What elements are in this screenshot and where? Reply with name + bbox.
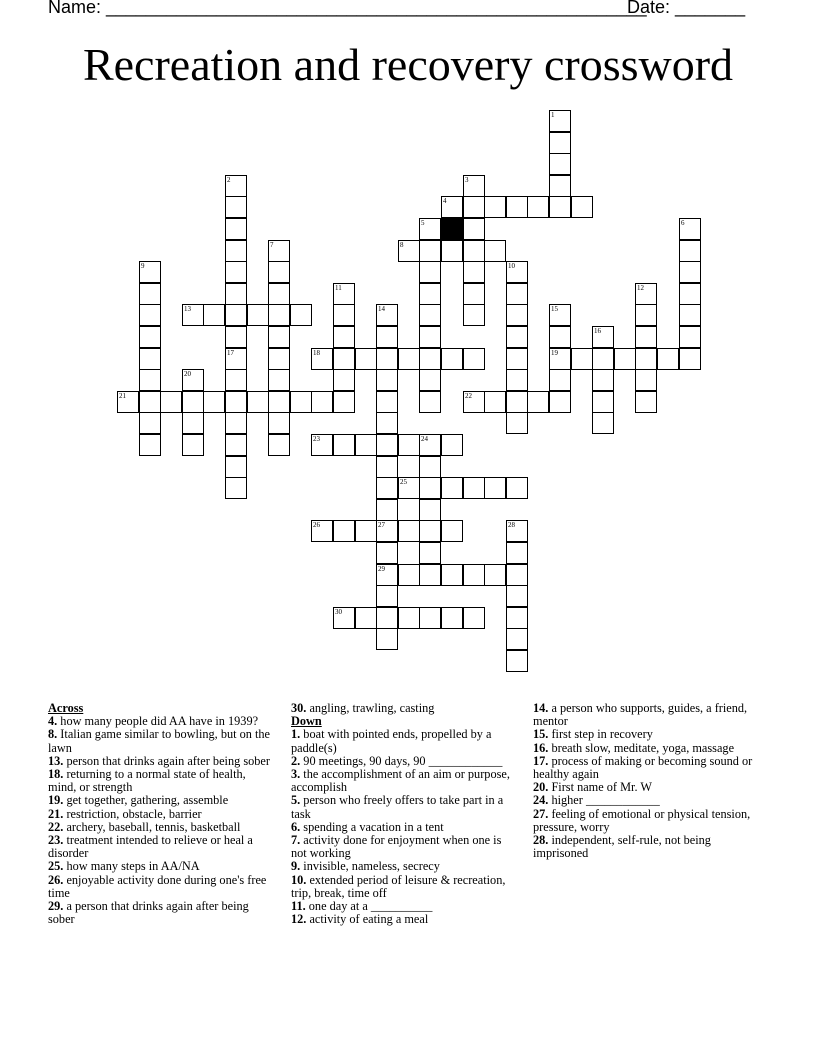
down-clue (533, 755, 761, 781)
grid-cell[interactable] (506, 650, 528, 672)
grid-cell[interactable] (419, 218, 441, 240)
clue-number: 10 (508, 262, 515, 270)
clue-number: 3 (465, 176, 469, 184)
clue-number: 30 (335, 608, 342, 616)
grid-cell[interactable] (268, 304, 290, 326)
grid-cell[interactable] (139, 348, 161, 370)
clue-number: 1 (551, 111, 555, 119)
grid-cell[interactable] (419, 240, 441, 262)
clue-number-label: 18. (48, 767, 64, 782)
grid-cell[interactable] (311, 434, 333, 456)
page-title: Recreation and recovery crossword (82, 39, 734, 90)
down-clue (291, 794, 519, 820)
clue-number-label: 27. (533, 806, 549, 821)
grid-cell[interactable] (549, 196, 571, 218)
grid-cell[interactable] (592, 369, 614, 391)
clue-number-label: 15. (533, 727, 549, 742)
grid-cell[interactable] (376, 628, 398, 650)
grid-cell[interactable] (506, 477, 528, 499)
grid-cell[interactable] (679, 304, 701, 326)
across-clue (291, 702, 519, 715)
grid-cell[interactable] (614, 348, 636, 370)
grid-cell[interactable] (506, 412, 528, 434)
grid-cell[interactable] (679, 218, 701, 240)
clue-number: 26 (313, 521, 320, 529)
grid-cell[interactable] (419, 283, 441, 305)
grid-cell[interactable] (419, 369, 441, 391)
grid-cell[interactable] (182, 369, 204, 391)
clue-text: enjoyable activity done during one's free time (48, 872, 267, 900)
grid-cell[interactable] (635, 283, 657, 305)
grid-cell[interactable] (463, 391, 485, 413)
grid-cell[interactable] (419, 477, 441, 499)
grid-cell[interactable] (463, 607, 485, 629)
grid-cell[interactable] (268, 369, 290, 391)
clue-text: archery, baseball, tennis, basketball (63, 819, 241, 834)
clue-text: process of making or becoming sound or healthy again (533, 753, 753, 782)
grid-cell[interactable] (592, 391, 614, 413)
grid-cell[interactable] (225, 218, 247, 240)
clue-number: 22 (465, 392, 472, 400)
clue-number: 27 (378, 521, 385, 529)
grid-cell[interactable] (311, 520, 333, 542)
grid-cell[interactable] (355, 348, 377, 370)
grid-cell[interactable] (679, 326, 701, 348)
grid-cell[interactable] (376, 326, 398, 348)
clue-number-label: 21. (48, 806, 64, 821)
clue-text: a person that drinks again after being sober (48, 899, 249, 927)
grid-cell[interactable] (139, 391, 161, 413)
clue-number-label: 19. (48, 793, 64, 808)
grid-cell[interactable] (484, 196, 506, 218)
grid-cell[interactable] (225, 434, 247, 456)
grid-cell[interactable] (527, 196, 549, 218)
clue-number-label: 5. (291, 793, 301, 808)
grid-cell[interactable] (463, 348, 485, 370)
clue-number: 18 (313, 349, 320, 357)
grid-cell[interactable] (333, 520, 355, 542)
clue-number: 19 (551, 349, 558, 357)
grid-cell[interactable] (549, 110, 571, 132)
grid-cell[interactable] (247, 391, 269, 413)
grid-cell[interactable] (679, 348, 701, 370)
clue-text: first step in recovery (548, 727, 653, 742)
clue-number-label: 24. (533, 793, 549, 808)
across-clue (48, 768, 276, 794)
clue-text: extended period of leisure & recreation, trip, break, time off (291, 872, 506, 900)
grid-cell[interactable] (117, 391, 139, 413)
grid-cell[interactable] (635, 391, 657, 413)
grid-cell[interactable] (506, 261, 528, 283)
grid-cell[interactable] (419, 456, 441, 478)
grid-cell[interactable] (376, 391, 398, 413)
grid-cell[interactable] (139, 304, 161, 326)
grid-cell[interactable] (139, 434, 161, 456)
clue-number: 5 (421, 219, 425, 227)
clue-text: treatment intended to relieve or heal a disorder (48, 833, 253, 861)
grid-cell[interactable] (506, 369, 528, 391)
clue-number: 2 (227, 176, 231, 184)
grid-cell[interactable] (355, 434, 377, 456)
grid-cell[interactable] (225, 240, 247, 262)
clue-text: activity of eating a meal (306, 912, 429, 927)
grid-cell[interactable] (182, 391, 204, 413)
grid-cell[interactable] (463, 283, 485, 305)
across-clue (48, 900, 276, 926)
clue-number: 20 (184, 370, 191, 378)
clues-column-2 (291, 702, 519, 926)
clue-number-label: 2. (291, 753, 301, 768)
grid-cell[interactable] (441, 607, 463, 629)
clue-number: 29 (378, 565, 385, 573)
clue-number-label: 10. (291, 872, 307, 887)
grid-cell[interactable] (419, 542, 441, 564)
clue-number-label: 12. (291, 912, 307, 927)
clue-number: 21 (119, 392, 126, 400)
grid-cell[interactable] (355, 520, 377, 542)
grid-cell[interactable] (160, 391, 182, 413)
clue-number-label: 9. (291, 859, 301, 874)
grid-cell[interactable] (441, 348, 463, 370)
clue-number-label: 1. (291, 727, 301, 742)
grid-cell[interactable] (311, 348, 333, 370)
clue-number: 24 (421, 435, 428, 443)
down-heading: Down (291, 714, 322, 729)
clue-number: 16 (594, 327, 601, 335)
grid-cell[interactable] (571, 196, 593, 218)
grid-cell[interactable] (376, 434, 398, 456)
grid-cell[interactable] (376, 564, 398, 586)
grid-cell[interactable] (549, 175, 571, 197)
grid-cell[interactable] (376, 520, 398, 542)
grid-cell[interactable] (635, 348, 657, 370)
grid-cell[interactable] (225, 283, 247, 305)
clue-number-label: 7. (291, 833, 301, 848)
grid-cell[interactable] (463, 304, 485, 326)
down-clue (533, 808, 761, 834)
clue-text: get together, gathering, assemble (63, 793, 229, 808)
clue-text: person that drinks again after being sober (63, 753, 270, 768)
grid-cell[interactable] (484, 564, 506, 586)
grid-cell[interactable] (225, 261, 247, 283)
grid-cell[interactable] (398, 520, 420, 542)
grid-cell[interactable] (225, 304, 247, 326)
clue-number: 4 (443, 197, 447, 205)
grid-cell[interactable] (463, 240, 485, 262)
clue-text: higher ____________ (548, 793, 660, 808)
clue-number-label: 26. (48, 872, 64, 887)
grid-cell[interactable] (268, 261, 290, 283)
grid-cell[interactable] (268, 240, 290, 262)
grid-cell[interactable] (506, 304, 528, 326)
grid-cell[interactable] (419, 261, 441, 283)
grid-cell[interactable] (376, 477, 398, 499)
grid-cell[interactable] (333, 283, 355, 305)
down-clue (291, 728, 519, 754)
grid-cell[interactable] (376, 542, 398, 564)
grid-cell[interactable] (376, 499, 398, 521)
grid-cell[interactable] (549, 348, 571, 370)
clue-number: 17 (227, 349, 234, 357)
grid-cell[interactable] (333, 434, 355, 456)
name-field[interactable]: Name: ______________________________________________________ (48, 0, 647, 17)
black-square (441, 218, 463, 240)
clue-number-label: 30. (291, 701, 307, 715)
clue-number: 6 (681, 219, 685, 227)
clue-text: how many steps in AA/NA (63, 859, 200, 874)
grid-cell[interactable] (182, 434, 204, 456)
grid-cell[interactable] (268, 412, 290, 434)
grid-cell[interactable] (635, 326, 657, 348)
grid-cell[interactable] (419, 520, 441, 542)
grid-cell[interactable] (139, 369, 161, 391)
clue-text: Italian game similar to bowling, but on the lawn (48, 727, 270, 755)
grid-cell[interactable] (268, 283, 290, 305)
grid-cell[interactable] (398, 348, 420, 370)
grid-cell[interactable] (268, 434, 290, 456)
grid-cell[interactable] (376, 348, 398, 370)
grid-cell[interactable] (398, 434, 420, 456)
grid-cell[interactable] (506, 628, 528, 650)
clue-number: 28 (508, 521, 515, 529)
clue-number: 14 (378, 305, 385, 313)
grid-cell[interactable] (225, 369, 247, 391)
grid-cell[interactable] (679, 283, 701, 305)
grid-cell[interactable] (355, 607, 377, 629)
clues-column-1 (48, 702, 276, 926)
clue-number: 23 (313, 435, 320, 443)
grid-cell[interactable] (419, 499, 441, 521)
clue-number: 25 (400, 478, 407, 486)
grid-cell[interactable] (441, 196, 463, 218)
clue-number-label: 20. (533, 780, 549, 795)
grid-cell[interactable] (268, 391, 290, 413)
grid-cell[interactable] (419, 348, 441, 370)
grid-cell[interactable] (247, 304, 269, 326)
clue-text: activity done for enjoyment when one is not working (291, 833, 502, 861)
grid-cell[interactable] (484, 391, 506, 413)
clue-number-label: 4. (48, 714, 58, 729)
grid-cell[interactable] (549, 304, 571, 326)
grid-cell[interactable] (225, 412, 247, 434)
clue-number-label: 8. (48, 727, 58, 742)
clue-number: 8 (400, 241, 404, 249)
clue-number-label: 22. (48, 819, 64, 834)
clue-number-label: 23. (48, 833, 64, 848)
clue-text: a person who supports, guides, a friend, mentor (533, 701, 748, 729)
clue-number-label: 28. (533, 833, 549, 848)
grid-cell[interactable] (182, 304, 204, 326)
grid-cell[interactable] (592, 412, 614, 434)
clue-text: feeling of emotional or physical tension, pressure, worry (533, 806, 751, 834)
clue-text: returning to a normal state of health, mind, or strength (48, 767, 246, 795)
down-clue (533, 834, 761, 860)
grid-cell[interactable] (506, 326, 528, 348)
grid-cell[interactable] (398, 477, 420, 499)
grid-cell[interactable] (333, 391, 355, 413)
grid-cell[interactable] (333, 369, 355, 391)
clue-text: person who freely offers to take part in a task (291, 793, 504, 821)
clues-column-3 (533, 702, 761, 860)
grid-cell[interactable] (225, 196, 247, 218)
across-heading: Across (48, 701, 84, 715)
clue-number-label: 3. (291, 767, 301, 782)
clue-number: 7 (270, 241, 274, 249)
clue-number-label: 14. (533, 701, 549, 715)
grid-cell[interactable] (182, 412, 204, 434)
across-clue (48, 874, 276, 900)
clue-number-label: 13. (48, 753, 64, 768)
clue-text: the accomplishment of an aim or purpose, accomplish (291, 767, 510, 795)
grid-cell[interactable] (333, 348, 355, 370)
grid-cell[interactable] (549, 326, 571, 348)
grid-cell[interactable] (463, 196, 485, 218)
date-field[interactable]: Date: _______ (627, 0, 746, 17)
grid-cell[interactable] (549, 391, 571, 413)
grid-cell[interactable] (635, 369, 657, 391)
grid-cell[interactable] (463, 564, 485, 586)
clue-text: angling, trawling, casting (306, 701, 435, 715)
grid-cell[interactable] (657, 348, 679, 370)
grid-cell[interactable] (225, 175, 247, 197)
across-clue (48, 834, 276, 860)
grid-cell[interactable] (441, 520, 463, 542)
down-clue (291, 913, 519, 926)
clue-number-label: 29. (48, 899, 64, 914)
clue-number: 9 (141, 262, 145, 270)
grid-cell[interactable] (225, 456, 247, 478)
grid-cell[interactable] (225, 391, 247, 413)
grid-cell[interactable] (441, 564, 463, 586)
grid-cell[interactable] (203, 304, 225, 326)
grid-cell[interactable] (376, 412, 398, 434)
grid-cell[interactable] (506, 520, 528, 542)
grid-cell[interactable] (225, 348, 247, 370)
grid-cell[interactable] (419, 391, 441, 413)
grid-cell[interactable] (463, 175, 485, 197)
clue-text: boat with pointed ends, propelled by a paddle(s) (291, 727, 492, 755)
grid-cell[interactable] (679, 261, 701, 283)
clue-number: 11 (335, 284, 342, 292)
clue-text: restriction, obstacle, barrier (63, 806, 202, 821)
grid-cell[interactable] (139, 326, 161, 348)
clue-number: 12 (637, 284, 644, 292)
clue-number-label: 17. (533, 753, 549, 768)
grid-cell[interactable] (333, 607, 355, 629)
clue-number-label: 25. (48, 859, 64, 874)
across-clue (48, 728, 276, 754)
grid-cell[interactable] (139, 261, 161, 283)
grid-cell[interactable] (506, 283, 528, 305)
clue-text: one day at a __________ (305, 899, 433, 914)
grid-cell[interactable] (333, 326, 355, 348)
clue-text: how many people did AA have in 1939? (57, 714, 259, 729)
grid-cell[interactable] (506, 348, 528, 370)
grid-cell[interactable] (139, 412, 161, 434)
grid-cell[interactable] (592, 348, 614, 370)
grid-cell[interactable] (398, 564, 420, 586)
grid-cell[interactable] (441, 477, 463, 499)
grid-cell[interactable] (290, 391, 312, 413)
clue-text: invisible, nameless, secrecy (300, 859, 440, 874)
clue-text: independent, self-rule, not being imprisoned (533, 833, 711, 861)
grid-cell[interactable] (376, 304, 398, 326)
grid-cell[interactable] (225, 477, 247, 499)
grid-cell[interactable] (419, 326, 441, 348)
down-clue (291, 768, 519, 794)
grid-cell[interactable] (635, 304, 657, 326)
grid-cell[interactable] (333, 304, 355, 326)
grid-cell[interactable] (419, 607, 441, 629)
grid-cell[interactable] (225, 326, 247, 348)
grid-cell[interactable] (506, 391, 528, 413)
clue-number-label: 6. (291, 819, 301, 834)
clue-text: First name of Mr. W (548, 780, 652, 795)
grid-cell[interactable] (506, 542, 528, 564)
clue-number-label: 11. (291, 899, 306, 914)
grid-cell[interactable] (398, 607, 420, 629)
grid-cell[interactable] (139, 283, 161, 305)
grid-cell[interactable] (441, 240, 463, 262)
grid-cell[interactable] (268, 326, 290, 348)
grid-cell[interactable] (592, 326, 614, 348)
grid-cell[interactable] (419, 304, 441, 326)
grid-cell[interactable] (549, 369, 571, 391)
grid-cell[interactable] (376, 369, 398, 391)
clue-number: 13 (184, 305, 191, 313)
clue-number-label: 16. (533, 740, 549, 755)
grid-cell[interactable] (527, 391, 549, 413)
grid-cell[interactable] (506, 196, 528, 218)
clue-text: breath slow, meditate, yoga, massage (548, 740, 735, 755)
grid-cell[interactable] (419, 564, 441, 586)
grid-cell[interactable] (463, 477, 485, 499)
grid-cell[interactable] (441, 434, 463, 456)
grid-cell[interactable] (419, 434, 441, 456)
grid-cell[interactable] (203, 391, 225, 413)
grid-cell[interactable] (549, 132, 571, 154)
down-clue (291, 834, 519, 860)
grid-cell[interactable] (506, 607, 528, 629)
grid-cell[interactable] (679, 240, 701, 262)
grid-cell[interactable] (484, 477, 506, 499)
grid-cell[interactable] (376, 607, 398, 629)
down-clue (291, 874, 519, 900)
grid-cell[interactable] (506, 564, 528, 586)
grid-cell[interactable] (290, 304, 312, 326)
clue-number: 15 (551, 305, 558, 313)
grid-cell[interactable] (268, 348, 290, 370)
grid-cell[interactable] (463, 218, 485, 240)
grid-cell[interactable] (398, 240, 420, 262)
grid-cell[interactable] (484, 240, 506, 262)
grid-cell[interactable] (506, 585, 528, 607)
clue-text: 90 meetings, 90 days, 90 ____________ (300, 753, 503, 768)
grid-cell[interactable] (463, 261, 485, 283)
grid-cell[interactable] (549, 153, 571, 175)
down-clue (533, 702, 761, 728)
grid-cell[interactable] (376, 585, 398, 607)
grid-cell[interactable] (571, 348, 593, 370)
clue-text: spending a vacation in a tent (300, 819, 444, 834)
grid-cell[interactable] (311, 391, 333, 413)
grid-cell[interactable] (376, 456, 398, 478)
